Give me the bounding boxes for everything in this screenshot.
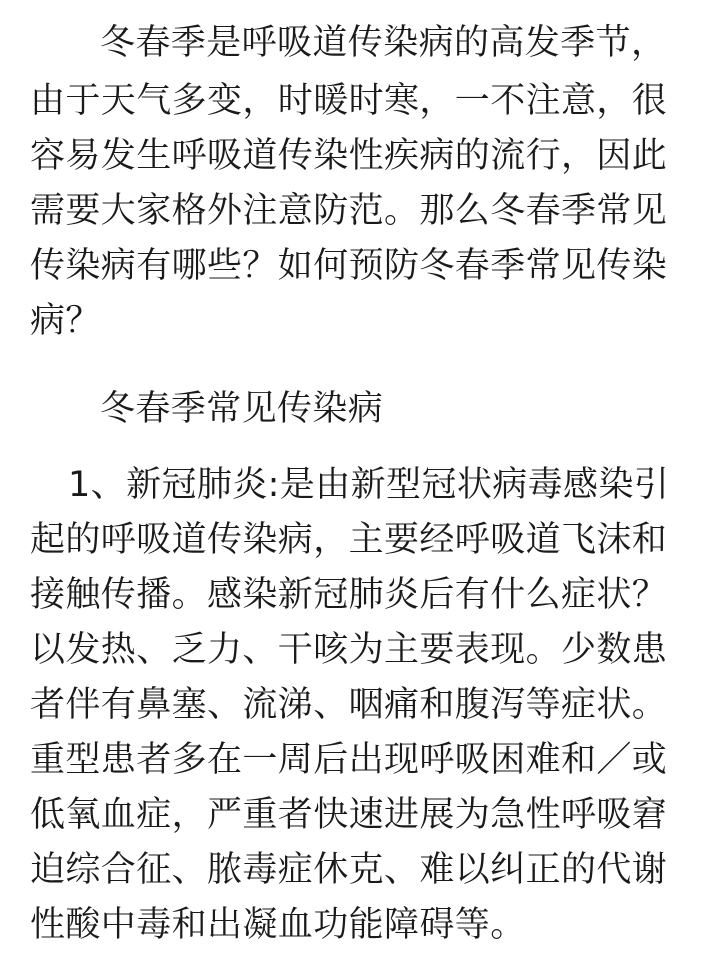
item1-line-1: 1、新冠肺炎:是由新型冠状病毒感染引 <box>68 465 670 505</box>
item1-line-6: 重型患者多在一周后出现呼吸困难和／或 <box>30 740 668 780</box>
item1-line-8: 迫综合征、脓毒症休克、难以纠正的代谢 <box>30 850 668 890</box>
intro-line-1: 冬春季是呼吸道传染病的高发季节， <box>100 23 667 63</box>
item1-line-9: 性酸中毒和出凝血功能障碍等。 <box>30 905 526 945</box>
intro-line-4: 需要大家格外注意防范。那么冬春季常见 <box>30 191 668 231</box>
item1-line-5: 者伴有鼻塞、流涕、咽痛和腹泻等症状。 <box>30 685 668 725</box>
section-heading: 冬春季常见传染病 <box>100 389 384 429</box>
item1-line-7: 低氧血症，严重者快速进展为急性呼吸窘 <box>30 795 668 835</box>
intro-line-6: 病？ <box>30 301 101 341</box>
item1-line-3: 接触传播。感染新冠肺炎后有什么症状？ <box>30 575 668 615</box>
intro-line-5: 传染病有哪些？如何预防冬春季常见传染 <box>30 246 668 286</box>
item1-line-2: 起的呼吸道传染病，主要经呼吸道飞沫和 <box>30 520 668 560</box>
item1-line-4: 以发热、乏力、干咳为主要表现。少数患 <box>30 630 668 670</box>
intro-line-3: 容易发生呼吸道传染性疾病的流行，因此 <box>30 136 668 176</box>
intro-line-2: 由于天气多变，时暖时寒，一不注意，很 <box>30 81 668 121</box>
